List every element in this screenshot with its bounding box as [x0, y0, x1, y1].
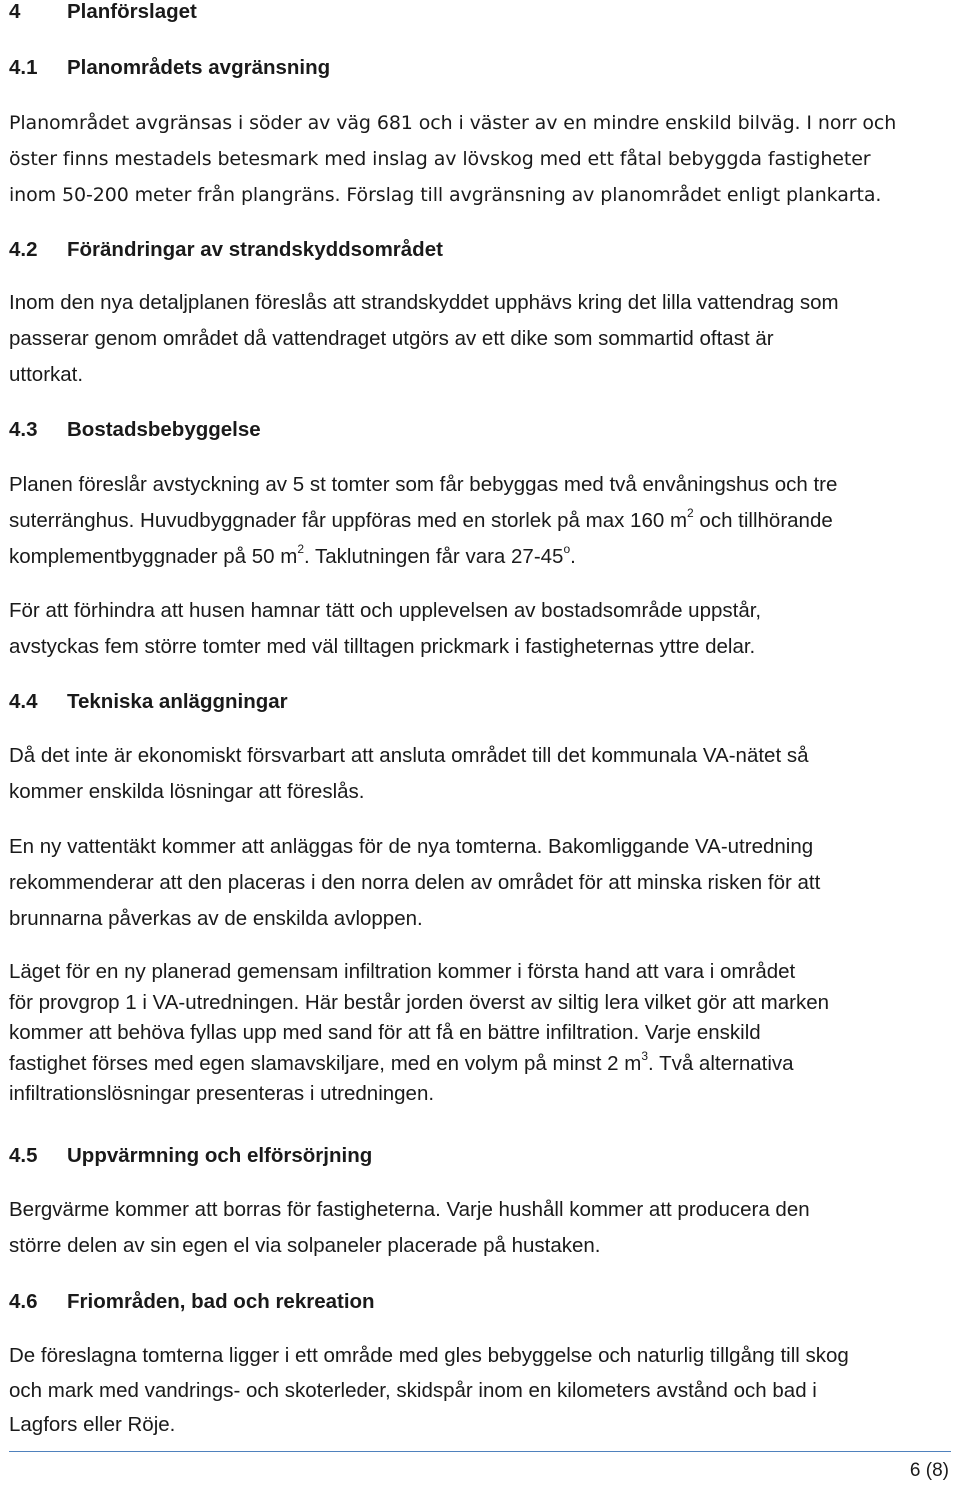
heading-title: Friområden, bad och rekreation	[67, 1290, 375, 1313]
text-line: Läget för en ny planerad gemensam infiltration kommer i första hand att vara i området	[9, 960, 796, 983]
heading-4-2	[9, 238, 443, 262]
text-line: uttorkat.	[9, 363, 84, 386]
text-line: större delen av sin egen el via solpaneler placerade på hustaken.	[9, 1234, 601, 1257]
heading-number: 4.1	[9, 56, 38, 79]
paragraph-4-1	[9, 105, 949, 213]
paragraph-4-3-a	[9, 467, 949, 575]
text-line: fastighet förses med egen slamavskiljare, med en volym på minst 2 $m^3$. Två alternativa	[9, 1048, 794, 1075]
paragraph-4-4-c	[9, 957, 949, 1110]
superscript: 2	[297, 542, 304, 557]
text-line: Bergvärme kommer att borras för fastigheterna. Varje hushåll kommer att producera den	[9, 1198, 810, 1221]
paragraph-4-2	[9, 285, 949, 393]
heading-number: 4.3	[9, 418, 38, 441]
heading-4-4	[9, 690, 288, 714]
heading-title: Uppvärmning och elförsörjning	[67, 1144, 373, 1167]
text-line: Inom den nya detaljplanen föreslås att strandskyddet upphävs kring det lilla vattendrag som	[9, 291, 839, 314]
superscript: 3	[641, 1048, 649, 1063]
paragraph-4-4-a	[9, 738, 949, 810]
text-line: och mark med vandrings- och skoterleder, skidspår inom en kilometers avstånd och bad i	[9, 1378, 817, 1402]
text-line: En ny vattentäkt kommer att anläggas för de nya tomterna. Bakomliggande VA-utredning	[9, 835, 814, 858]
text-line: Planen föreslår avstyckning av 5 st tomter som får bebyggas med två envåningshus och tre	[9, 473, 838, 496]
text-line: Lagfors eller Röje.	[9, 1413, 176, 1436]
text-line: öster finns mestadels betesmark med inslag av lövskog med ett fåtal bebyggda fastigheter	[9, 148, 871, 170]
heading-title: Planförslaget	[67, 0, 197, 23]
heading-4	[9, 0, 197, 24]
paragraph-4-3-b	[9, 593, 949, 665]
text-line: brunnarna påverkas av de enskilda avloppen.	[9, 907, 423, 930]
heading-title: Bostadsbebyggelse	[67, 418, 261, 441]
page-number: 6 (8)	[909, 1460, 949, 1481]
text-line: Då det inte är ekonomiskt försvarbart att ansluta området till det kommunala VA-nätet så	[9, 744, 809, 767]
heading-number: 4.6	[9, 1290, 38, 1313]
text-line: inom 50-200 meter från plangräns. Förslag till avgränsning av planområdet enligt plankarta.	[9, 184, 882, 206]
text-line: rekommenderar att den placeras i den norra delen av området för att minska risken för att	[9, 871, 821, 894]
text-line: infiltrationslösningar presenteras i utredningen.	[9, 1082, 435, 1105]
text-line: kommer att behöva fyllas upp med sand för att få en bättre infiltration. Varje enskild	[9, 1021, 761, 1044]
heading-4-1	[9, 56, 330, 80]
heading-title: Förändringar av strandskyddsområdet	[67, 238, 443, 261]
text-line: suterränghus. Huvudbyggnader får uppföras med en storlek på max 160 $m^2$ och tillhörande	[9, 506, 833, 532]
footer-divider	[9, 1451, 951, 1452]
text-line: kommer enskilda lösningar att föreslås.	[9, 780, 365, 803]
heading-number: 4.2	[9, 238, 38, 261]
text-line: För att förhindra att husen hamnar tätt och upplevelsen av bostadsområde uppstår,	[9, 599, 762, 622]
text-line: Planområdet avgränsas i söder av väg 681 och i väster av en mindre enskild bilväg. I norr och	[9, 112, 897, 134]
text-line: De föreslagna tomterna ligger i ett område med gles bebyggelse och naturlig tillgång till skog	[9, 1344, 849, 1367]
degree-superscript: o	[563, 542, 571, 557]
text-line: för provgrop 1 i VA-utredningen. Här består jorden överst av siltig lera vilket gör att marken	[9, 990, 829, 1014]
heading-4-6	[9, 1290, 375, 1314]
paragraph-4-5	[9, 1192, 949, 1264]
paragraph-4-4-b	[9, 829, 949, 937]
superscript: 2	[687, 506, 694, 521]
heading-title: Planområdets avgränsning	[67, 56, 331, 79]
heading-title: Tekniska anläggningar	[67, 690, 288, 713]
heading-4-5	[9, 1144, 372, 1168]
paragraph-4-6	[9, 1339, 949, 1443]
text-line: avstyckas fem större tomter med väl tilltagen prickmark i fastigheternas yttre delar.	[9, 635, 756, 658]
heading-number: 4	[9, 0, 21, 23]
heading-number: 4.5	[9, 1144, 38, 1167]
heading-4-3	[9, 418, 261, 442]
heading-number: 4.4	[9, 690, 38, 713]
text-line: komplementbyggnader på 50 $m^2$. Taklutningen får vara 27-45$^o$.	[9, 542, 576, 568]
text-line: passerar genom området då vattendraget utgörs av ett dike som sommartid oftast är	[9, 327, 774, 350]
